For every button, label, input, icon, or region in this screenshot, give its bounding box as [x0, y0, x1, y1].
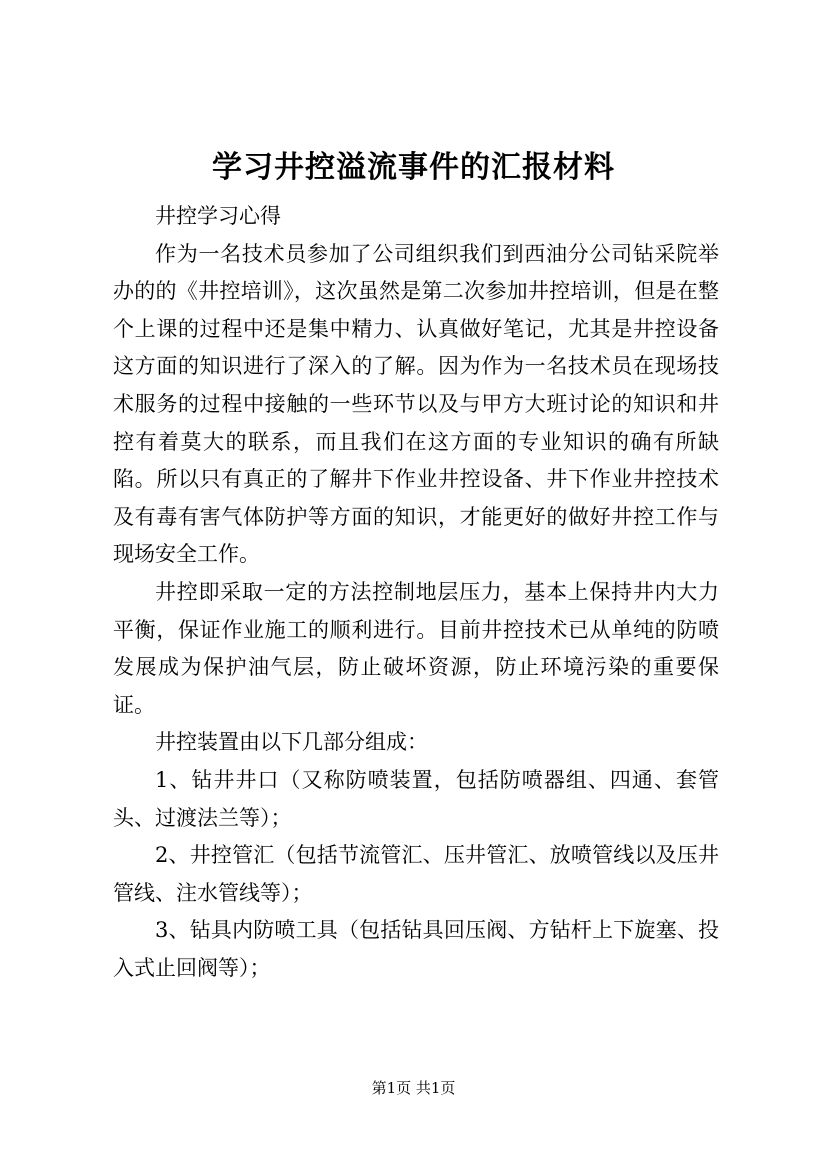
paragraph: 井控装置由以下几部分组成：	[155, 730, 428, 755]
paragraph: 井控即采取一定的方法控制地层压力，基本上保持井内大力平衡，保证作业施工的顺利进行。目前井控技术已从单纯的防喷发展成为保护油气层，防止破坏资源，防止环境污染的重要保证。	[113, 579, 719, 717]
section-heading: 井控学习心得	[155, 204, 281, 228]
paragraph: 作为一名技术员参加了公司组织我们到西油分公司钻采院举办的的《井控培训》，这次虽然是第二次参加井控培训，但是在整个上课的过程中还是集中精力、认真做好笔记，尤其是井控设备这方面的知识进行了深入的了解。因为作为一名技术员在现场技术服务的过程中接触的一些环节以及与甲方大班讨论的知识和井控有着莫大的联系，而且我们在这方面的专业知识的确有所缺陷。所以只有真正的了解井下作业井控设备、井下作业井控技术及有毒有害气体防护等方面的知识，才能更好的做好井控工作与现场安全工作。	[113, 241, 719, 567]
page-footer: 第1页 共1页	[371, 1079, 456, 1097]
document-title: 学习井控溢流事件的汇报材料	[212, 150, 615, 185]
list-item: 3、钻具内防喷工具（包括钻具回压阀、方钻杆上下旋塞、投入式止回阀等）；	[113, 918, 719, 980]
list-item: 1、钻井井口（又称防喷装置，包括防喷器组、四通、套管头、过渡法兰等）；	[113, 767, 719, 830]
list-item: 2、井控管汇（包括节流管汇、压井管汇、放喷管线以及压井管线、注水管线等）；	[113, 843, 719, 905]
document-body	[113, 198, 719, 987]
